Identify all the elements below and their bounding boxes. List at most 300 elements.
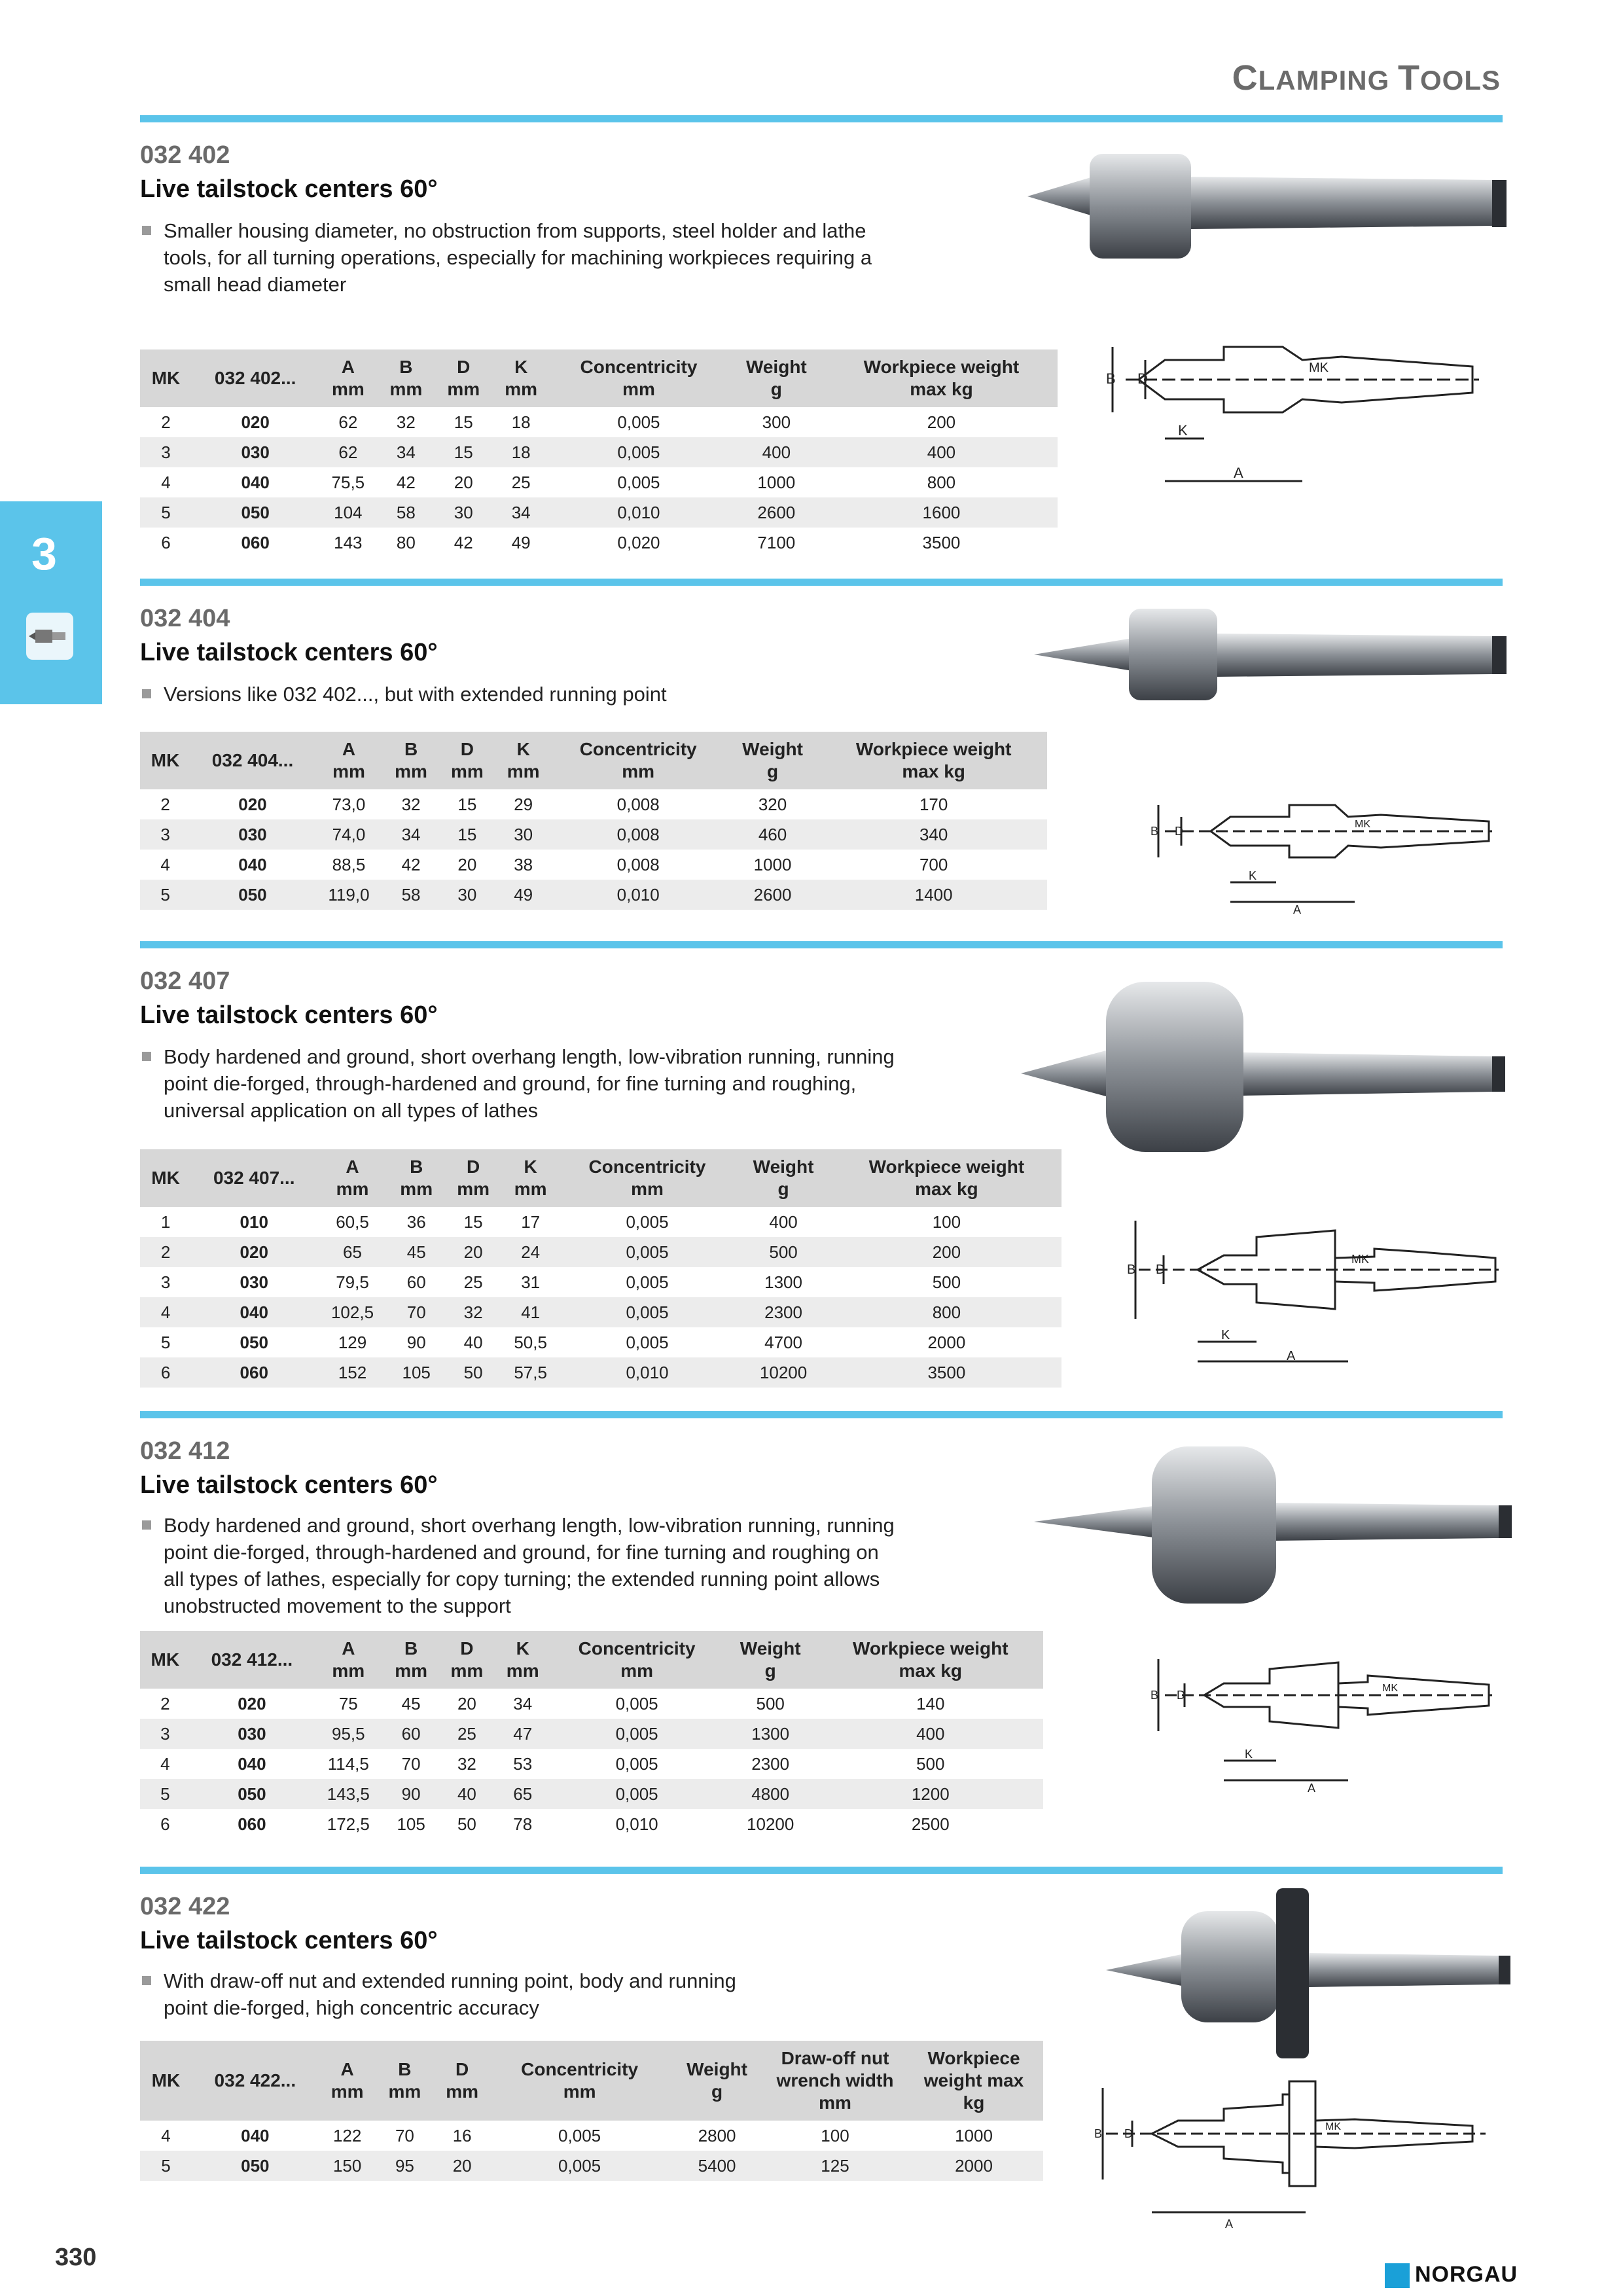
table-cell: 172,5 (327, 1814, 370, 1834)
technical-drawing-032412 (1139, 1643, 1505, 1793)
table-cell: 49 (511, 532, 531, 552)
table-cell: 80 (396, 532, 416, 552)
table-cell: 42 (396, 472, 416, 492)
table-cell: 300 (762, 412, 791, 432)
table-cell: 0,005 (626, 1211, 669, 1232)
table-header-cell: MK (140, 732, 190, 789)
table-row (140, 1327, 1061, 1357)
table-header-cell: MK (140, 2041, 192, 2121)
table-header-row (140, 1149, 1061, 1207)
product-description: Versions like 032 402..., but with extended running point (140, 681, 667, 708)
table-row (140, 1207, 1061, 1237)
section-divider (140, 115, 1503, 122)
table-cell: 0,005 (491, 2151, 668, 2181)
table-cell: 4 (161, 472, 171, 492)
table-cell: 1400 (820, 880, 1047, 910)
table-cell: 2 (160, 1693, 170, 1713)
table-cell: 42 (401, 854, 421, 874)
section-divider (140, 1411, 1503, 1418)
svg-text:A: A (1225, 2217, 1234, 2231)
table-header-cell: A mm (313, 1631, 383, 1689)
table-cell: 125 (766, 2151, 904, 2181)
page-header-title: CLAMPING TOOLS (1232, 58, 1501, 98)
table-cell: 2000 (904, 2151, 1043, 2181)
table-cell: 15 (454, 412, 473, 432)
table-row (140, 528, 1058, 558)
table-cell: 18 (492, 437, 550, 467)
svg-text:K: K (1221, 1328, 1230, 1342)
table-cell: 5 (140, 2151, 192, 2181)
spec-table-032407 (140, 1149, 1061, 1388)
svg-text:D: D (1175, 825, 1183, 838)
table-cell: 70 (395, 2125, 414, 2145)
table-header-cell: K mm (495, 732, 552, 789)
table-cell: 020 (238, 794, 267, 814)
brand-name: NORGAU (1415, 2262, 1518, 2287)
table-cell: 53 (513, 1753, 533, 1774)
table-cell: 3 (140, 437, 192, 467)
table-cell: 34 (383, 819, 439, 850)
table-cell: 4 (160, 1753, 170, 1774)
table-cell: 65 (495, 1779, 550, 1809)
table-cell: 1200 (818, 1779, 1043, 1809)
product-code: 032 407 (140, 967, 230, 995)
table-cell: 16 (452, 2125, 472, 2145)
table-cell: 4 (161, 2125, 171, 2145)
table-header-cell: Workpiece weight max kg (825, 350, 1058, 407)
table-cell: 10200 (735, 1357, 831, 1388)
technical-drawing-032402 (1086, 321, 1505, 497)
table-row (140, 1267, 1061, 1297)
table-cell: 25 (439, 1719, 495, 1749)
table-row (140, 880, 1047, 910)
table-cell: 0,005 (550, 1779, 723, 1809)
table-cell: 100 (932, 1211, 961, 1232)
table-cell: 800 (927, 472, 956, 492)
table-cell: 040 (238, 1753, 266, 1774)
table-cell: 140 (916, 1693, 945, 1713)
table-header-cell: A mm (317, 1149, 387, 1207)
table-cell: 2000 (927, 1332, 966, 1352)
svg-text:K: K (1249, 869, 1257, 882)
table-header-cell: Concentricity mm (560, 1149, 736, 1207)
table-cell: 500 (756, 1693, 785, 1713)
product-title: Live tailstock centers 60° (140, 639, 438, 666)
table-cell: 0,005 (550, 437, 728, 467)
table-cell: 2300 (751, 1753, 790, 1774)
spec-table-032422 (140, 2041, 1043, 2181)
svg-text:B: B (1150, 1689, 1159, 1702)
table-header-cell: A mm (315, 732, 383, 789)
table-cell: 34 (513, 1693, 533, 1713)
table-row (140, 2151, 1043, 2181)
table-cell: 60,5 (336, 1211, 369, 1232)
table-cell: 5400 (668, 2151, 766, 2181)
tool-icon (26, 613, 73, 660)
table-cell: 0,008 (552, 819, 725, 850)
table-header-cell: Weight g (668, 2041, 766, 2121)
table-header-cell: B mm (388, 1149, 445, 1207)
table-header-cell: MK (140, 1631, 190, 1689)
table-row (140, 1357, 1061, 1388)
table-header-cell: A mm (319, 2041, 376, 2121)
table-cell: 20 (454, 472, 473, 492)
table-cell: 25 (511, 472, 531, 492)
table-cell: 040 (241, 2125, 270, 2145)
table-cell: 060 (238, 1814, 266, 1834)
spec-table-032404 (140, 732, 1047, 910)
product-code: 032 402 (140, 141, 230, 169)
table-cell: 143,5 (313, 1779, 383, 1809)
table-cell: 0,005 (560, 1237, 736, 1267)
table-row (140, 1779, 1043, 1809)
table-row (140, 1689, 1043, 1719)
table-cell: 3 (160, 1272, 171, 1292)
table-cell: 73,0 (332, 794, 366, 814)
svg-text:B: B (1127, 1263, 1136, 1277)
table-cell: 400 (769, 1211, 798, 1232)
table-cell: 400 (818, 1719, 1043, 1749)
technical-drawing-032422 (1080, 2068, 1499, 2232)
table-cell: 100 (821, 2125, 849, 2145)
product-photo-032422 (1099, 1885, 1518, 2062)
table-cell: 0,005 (615, 1693, 658, 1713)
table-cell: 200 (832, 1237, 1061, 1267)
table-cell: 0,008 (616, 854, 660, 874)
table-cell: 58 (383, 880, 439, 910)
table-cell: 0,020 (617, 532, 660, 552)
table-cell: 050 (192, 2151, 319, 2181)
table-cell: 88,5 (332, 854, 366, 874)
table-cell: 0,010 (552, 880, 725, 910)
product-photo-032407 (1021, 975, 1518, 1158)
table-cell: 30 (495, 819, 552, 850)
table-cell: 2 (160, 794, 170, 814)
table-header-cell: K mm (502, 1149, 560, 1207)
table-header-cell: D mm (433, 2041, 491, 2121)
section-divider (140, 579, 1503, 586)
table-header-cell: MK (140, 350, 192, 407)
table-cell: 15 (457, 794, 477, 814)
table-cell: 31 (521, 1272, 541, 1292)
table-cell: 0,005 (550, 1719, 723, 1749)
svg-text:A: A (1293, 903, 1302, 916)
table-row (140, 1237, 1061, 1267)
table-cell: 1000 (753, 854, 792, 874)
table-cell: 50 (457, 1814, 476, 1834)
table-cell: 2800 (698, 2125, 736, 2145)
table-cell: 2600 (728, 497, 825, 528)
table-header-cell: Draw-off nut wrench width mm (766, 2041, 904, 2121)
svg-text:MK: MK (1351, 1253, 1369, 1266)
table-cell: 75 (338, 1693, 358, 1713)
table-cell: 45 (401, 1693, 421, 1713)
table-row (140, 1809, 1043, 1839)
table-cell: 0,008 (616, 794, 660, 814)
table-header-cell: 032 412... (190, 1631, 313, 1689)
table-cell: 122 (332, 2125, 362, 2145)
table-cell: 0,005 (560, 1297, 736, 1327)
table-cell: 020 (191, 1237, 317, 1267)
table-header-cell: B mm (383, 732, 439, 789)
svg-text:B: B (1106, 370, 1116, 387)
table-cell: 7100 (757, 532, 796, 552)
table-cell: 152 (317, 1357, 387, 1388)
table-cell: 0,010 (560, 1357, 736, 1388)
table-cell: 5 (140, 880, 190, 910)
table-cell: 050 (192, 497, 319, 528)
table-cell: 0,005 (615, 1753, 658, 1774)
table-header-cell: B mm (383, 1631, 439, 1689)
table-cell: 49 (495, 880, 552, 910)
table-cell: 700 (919, 854, 948, 874)
table-header-cell: D mm (445, 1149, 502, 1207)
table-header-cell: Weight g (723, 1631, 818, 1689)
table-header-cell: D mm (439, 732, 495, 789)
table-cell: 060 (241, 532, 270, 552)
table-cell: 20 (445, 1237, 502, 1267)
table-cell: 500 (916, 1753, 945, 1774)
table-cell: 4700 (764, 1332, 802, 1352)
table-cell: 78 (513, 1814, 533, 1834)
table-cell: 15 (439, 819, 495, 850)
table-cell: 0,010 (615, 1814, 658, 1834)
table-header-cell: 032 402... (192, 350, 319, 407)
svg-text:MK: MK (1382, 1683, 1398, 1694)
table-cell: 62 (319, 437, 377, 467)
table-cell: 24 (502, 1237, 560, 1267)
table-cell: 4800 (723, 1779, 818, 1809)
table-cell: 70 (401, 1753, 421, 1774)
table-header-cell: Weight g (728, 350, 825, 407)
table-cell: 0,005 (558, 2125, 601, 2145)
table-cell: 40 (463, 1332, 483, 1352)
table-cell: 57,5 (502, 1357, 560, 1388)
table-row (140, 437, 1058, 467)
table-cell: 500 (932, 1272, 961, 1292)
table-cell: 040 (191, 1297, 317, 1327)
product-description: With draw-off nut and extended running point, body and running point die-forged, high concentric accuracy (140, 1967, 736, 2021)
table-cell: 90 (383, 1779, 439, 1809)
table-cell: 36 (406, 1211, 426, 1232)
table-header-row (140, 350, 1058, 407)
table-header-cell: Weight g (725, 732, 821, 789)
table-cell: 114,5 (327, 1753, 369, 1774)
table-cell: 1300 (723, 1719, 818, 1749)
table-cell: 20 (433, 2151, 491, 2181)
table-cell: 4 (160, 854, 170, 874)
product-title: Live tailstock centers 60° (140, 1927, 438, 1954)
table-cell: 15 (463, 1211, 483, 1232)
table-cell: 105 (397, 1814, 425, 1834)
table-cell: 95 (376, 2151, 434, 2181)
table-cell: 79,5 (336, 1272, 369, 1292)
table-cell: 1 (160, 1211, 171, 1232)
section-divider (140, 941, 1503, 948)
table-cell: 2600 (725, 880, 821, 910)
table-cell: 60 (406, 1272, 426, 1292)
table-header-cell: Concentricity mm (550, 350, 728, 407)
table-cell: 1300 (764, 1272, 802, 1292)
technical-drawing-032407 (1113, 1211, 1505, 1368)
table-header-cell: Concentricity mm (550, 1631, 723, 1689)
table-header-cell: Workpiece weight max kg (904, 2041, 1043, 2121)
table-header-cell: Concentricity mm (552, 732, 725, 789)
table-cell: 95,5 (313, 1719, 383, 1749)
table-header-cell: A mm (319, 350, 377, 407)
table-cell: 4 (140, 1297, 191, 1327)
table-cell: 0,005 (617, 412, 660, 432)
table-cell: 45 (388, 1237, 445, 1267)
table-cell: 32 (401, 794, 421, 814)
svg-text:K: K (1245, 1748, 1253, 1761)
table-cell: 040 (241, 472, 270, 492)
table-cell: 50,5 (514, 1332, 547, 1352)
table-cell: 90 (406, 1332, 426, 1352)
table-cell: 0,005 (626, 1332, 669, 1352)
svg-text:MK: MK (1325, 2121, 1341, 2132)
table-cell: 500 (735, 1237, 831, 1267)
table-header-cell: Concentricity mm (491, 2041, 668, 2121)
svg-text:A: A (1234, 465, 1243, 481)
svg-text:MK: MK (1355, 819, 1370, 830)
table-cell: 20 (457, 1693, 476, 1713)
chapter-tab[interactable] (0, 501, 102, 704)
product-description: Body hardened and ground, short overhang length, low-vibration running, running point die-forged, through-hardened and ground, for fine turning and roughing on all types of lathes, especially for copy turning; the extended running point allows unobstructed movement to the support (140, 1512, 895, 1619)
table-header-cell: Weight g (735, 1149, 831, 1207)
product-description: Body hardened and ground, short overhang length, low-vibration running, running point die-forged, through-hardened and ground, for fine turning and roughing, universal application on all types of lathes (140, 1043, 895, 1124)
svg-text:D: D (1156, 1263, 1166, 1277)
product-description: Smaller housing diameter, no obstruction from supports, steel holder and lathe tools, for all turning operations, especially for machining workpieces requiring a small head diameter (140, 217, 872, 298)
table-cell: 58 (377, 497, 435, 528)
product-photo-032402 (1021, 144, 1518, 281)
product-code: 032 404 (140, 605, 230, 632)
table-cell: 0,010 (550, 497, 728, 528)
table-cell: 1000 (955, 2125, 993, 2145)
table-cell: 70 (388, 1297, 445, 1327)
table-cell: 38 (514, 854, 533, 874)
table-cell: 3500 (922, 532, 961, 552)
product-code: 032 412 (140, 1437, 230, 1465)
table-header-cell: K mm (495, 1631, 550, 1689)
table-header-cell: 032 404... (190, 732, 315, 789)
table-row (140, 497, 1058, 528)
brand-logo-icon (1385, 2263, 1410, 2288)
table-header-cell: B mm (377, 350, 435, 407)
svg-text:D: D (1137, 370, 1148, 387)
chapter-number: 3 (31, 528, 57, 579)
table-cell: 3 (140, 1719, 190, 1749)
table-header-row (140, 1631, 1043, 1689)
product-title: Live tailstock centers 60° (140, 1001, 438, 1029)
table-header-cell: D mm (439, 1631, 495, 1689)
table-cell: 62 (338, 412, 358, 432)
table-header-cell: MK (140, 1149, 191, 1207)
section-divider (140, 1867, 1503, 1874)
table-cell: 74,0 (315, 819, 383, 850)
table-header-cell: Workpiece weight max kg (818, 1631, 1043, 1689)
table-cell: 20 (457, 854, 477, 874)
table-cell: 6 (161, 532, 171, 552)
table-cell: 400 (825, 437, 1058, 467)
table-cell: 6 (140, 1357, 191, 1388)
product-title: Live tailstock centers 60° (140, 1471, 438, 1499)
table-cell: 105 (388, 1357, 445, 1388)
page-number: 330 (55, 2244, 97, 2271)
table-cell: 129 (338, 1332, 367, 1352)
table-cell: 460 (725, 819, 821, 850)
table-cell: 10200 (747, 1814, 794, 1834)
table-cell: 41 (502, 1297, 560, 1327)
table-row (140, 789, 1047, 819)
table-cell: 50 (445, 1357, 502, 1388)
table-row (140, 1719, 1043, 1749)
table-cell: 25 (463, 1272, 483, 1292)
product-code: 032 422 (140, 1893, 230, 1920)
table-cell: 143 (334, 532, 363, 552)
table-cell: 0,005 (617, 472, 660, 492)
table-cell: 010 (240, 1211, 268, 1232)
table-header-cell: 032 407... (191, 1149, 317, 1207)
table-cell: 2500 (911, 1814, 950, 1834)
table-cell: 200 (927, 412, 956, 432)
svg-text:A: A (1308, 1782, 1316, 1793)
table-cell: 42 (454, 532, 473, 552)
svg-text:K: K (1178, 422, 1188, 439)
table-header-cell: Workpiece weight max kg (820, 732, 1047, 789)
table-row (140, 1749, 1043, 1779)
svg-text:B: B (1150, 825, 1159, 838)
spec-table-032402 (140, 350, 1058, 558)
table-header-cell: D mm (435, 350, 492, 407)
table-cell: 050 (190, 880, 315, 910)
table-cell: 400 (728, 437, 825, 467)
table-cell: 3500 (832, 1357, 1061, 1388)
table-header-cell: K mm (492, 350, 550, 407)
table-header-cell: Workpiece weight max kg (832, 1149, 1061, 1207)
product-title: Live tailstock centers 60° (140, 175, 438, 203)
spec-table-032412 (140, 1631, 1043, 1839)
table-cell: 030 (190, 1719, 313, 1749)
table-cell: 40 (439, 1779, 495, 1809)
table-cell: 32 (396, 412, 416, 432)
technical-drawing-032404 (1139, 785, 1505, 916)
table-cell: 17 (521, 1211, 541, 1232)
table-cell: 47 (495, 1719, 550, 1749)
table-cell: 34 (492, 497, 550, 528)
table-cell: 1000 (757, 472, 796, 492)
table-cell: 15 (435, 437, 492, 467)
table-cell: 60 (383, 1719, 439, 1749)
table-cell: 104 (319, 497, 377, 528)
table-row (140, 1297, 1061, 1327)
table-cell: 020 (241, 412, 270, 432)
table-cell: 040 (238, 854, 267, 874)
table-cell: 800 (832, 1297, 1061, 1327)
table-header-row (140, 732, 1047, 789)
table-cell: 34 (377, 437, 435, 467)
table-cell: 5 (160, 1332, 171, 1352)
table-cell: 060 (191, 1357, 317, 1388)
table-cell: 18 (511, 412, 531, 432)
table-cell: 119,0 (315, 880, 383, 910)
product-photo-032412 (1034, 1440, 1518, 1610)
svg-text:A: A (1287, 1349, 1296, 1363)
table-cell: 340 (820, 819, 1047, 850)
table-row (140, 407, 1058, 437)
table-cell: 320 (758, 794, 787, 814)
table-cell: 6 (160, 1814, 170, 1834)
